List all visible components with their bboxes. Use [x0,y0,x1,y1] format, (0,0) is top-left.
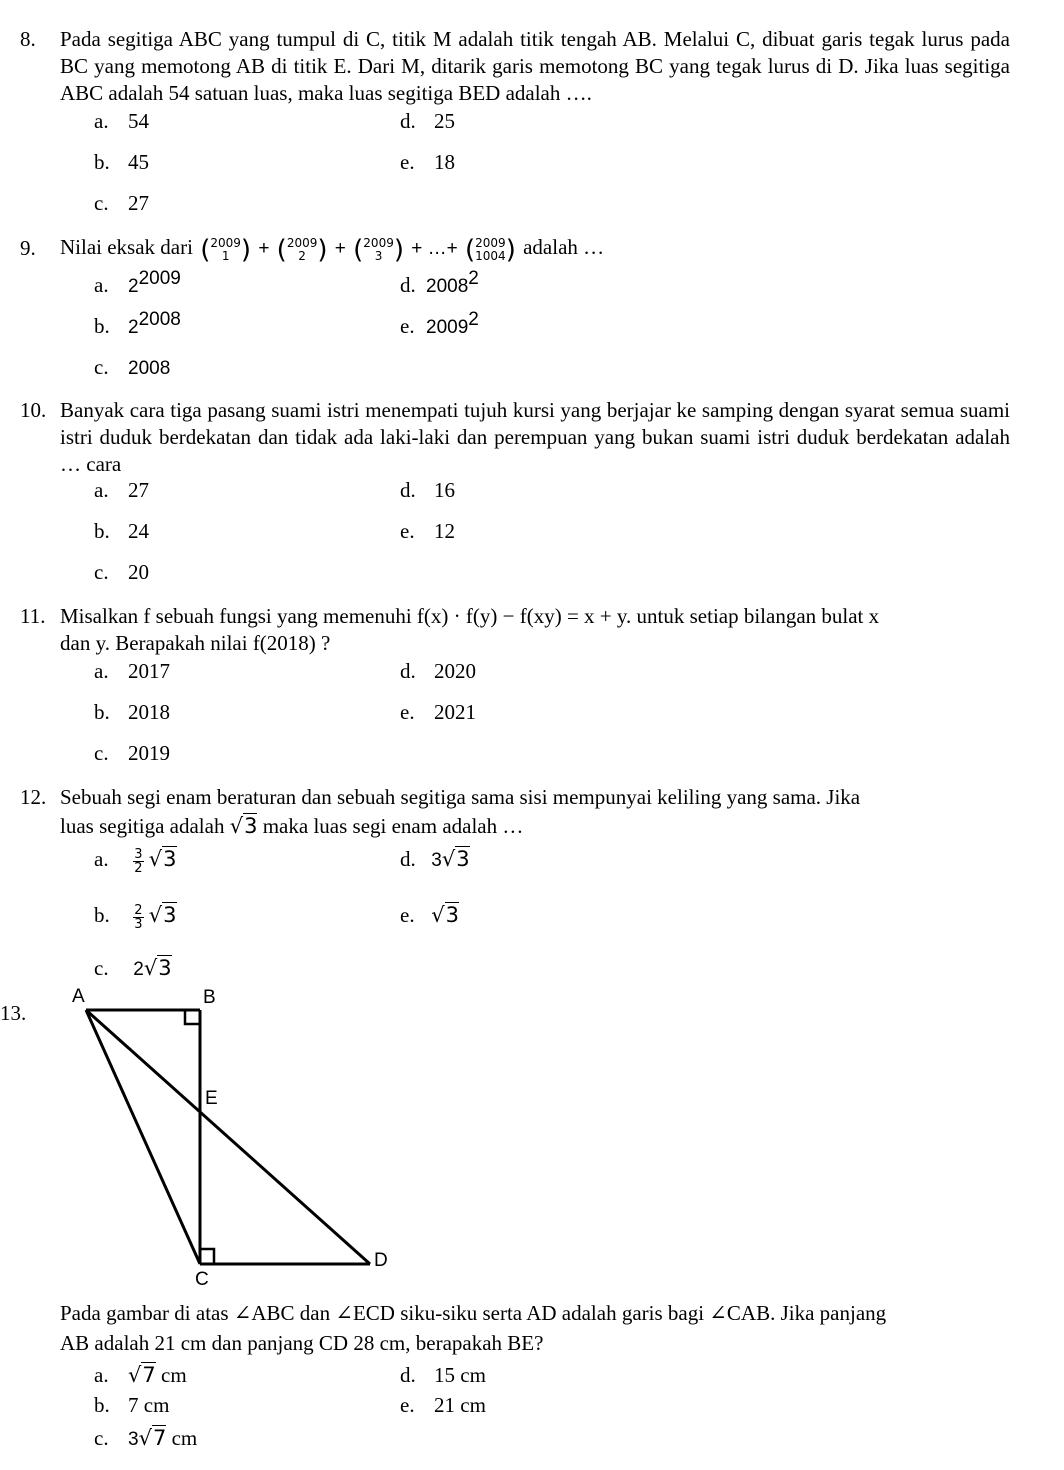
option-label: b. [94,314,110,338]
binomial-3: (2009 3 ) [353,235,404,266]
plus-sign: + [334,238,346,259]
option-label: c. [94,1426,109,1450]
unit: cm [143,1393,170,1417]
radicand: 7 [152,1426,167,1450]
option-label: c. [94,956,109,980]
option-label: c. [94,741,109,765]
option-label: a. [94,847,109,871]
coefficient: 2 [133,959,144,980]
right-angle-mark-c [200,1249,214,1264]
question-10-stem: Banyak cara tiga pasang suami istri menempati tujuh kursi yang berjajar ke samping dengan syarat semua suami istri duduk berdekatan dan tidak ada laki-laki dan perempuan yang bukan suami istri duduk berdekatan adalah … cara [60,398,1010,476]
radicand: 3 [445,903,460,927]
question-11-stem-line-2: dan y. Berapakah nilai f(2018) ? [60,631,331,655]
radicand: 3 [158,956,172,980]
option-label: a. [94,659,109,683]
option-label: e. [400,150,415,174]
option-label: e. [400,1393,415,1417]
option-label: d. [400,478,416,502]
option-exponent: 2009 [138,268,181,289]
option-text: 24 [128,519,149,543]
radicand: 3 [456,847,470,871]
option-text: 2018 [128,700,170,724]
sqrt-expression [128,1362,156,1387]
numerator: 2 [134,902,143,918]
option-text: 16 [434,478,455,502]
option-text: 2020 [434,659,476,683]
option-base: 2 [128,276,139,297]
option-text: 18 [434,150,455,174]
question-8-stem: Pada segitiga ABC yang tumpul di C, titik M adalah titik tengah AB. Melalui C, dibuat garis tegak lurus pada BC yang memotong AB di titik E. Dari M, ditarik garis memotong BC yang tegak lurus di D. Jika luas segitiga ABC adalah 54 satuan luas, maka luas segitiga BED adalah …. [60,27,1010,105]
question-12-number: 12. [20,785,47,809]
option-label: b. [94,1393,110,1417]
binom-top: 2009 [475,236,506,251]
option-label: e. [400,519,415,543]
label-c: C [195,1269,209,1290]
option-text: 27 [128,191,149,215]
question-13-stem-line-2: AB adalah 21 cm dan panjang CD 28 cm, berapakah BE? [60,1331,544,1355]
option-label: d. [400,847,416,871]
q13-option-c [94,1425,197,1453]
binom-top: 2009 [363,236,394,251]
binom-bottom: 1004 [475,249,506,264]
q13-option-a [94,1362,187,1388]
option-text: 20 [128,560,149,584]
option-text: 25 [434,109,455,133]
binomial-2: (2009 2 ) [276,235,328,266]
option-label: a. [94,273,109,297]
coefficient: 7 [128,1393,139,1417]
option-text: 12 [434,519,455,543]
stem-end: maka luas segi enam adalah … [262,814,524,838]
option-label: e. [400,314,415,338]
stem-start: Nilai eksak dari [60,235,193,259]
option-exponent: 2008 [138,309,181,330]
option-label: a. [94,1363,109,1387]
right-angle-mark-b [185,1010,200,1024]
option-label: c. [94,355,109,379]
q13-option-e [400,1392,486,1418]
binom-bottom: 1 [221,249,230,264]
option-base: 2009 [426,317,469,338]
sqrt-icon: √ [138,1426,152,1450]
option-text: 2019 [128,741,170,765]
option-label: b. [94,700,110,724]
sqrt-icon: √ [441,847,456,871]
option-label: d. [400,659,416,683]
option-text: 54 [128,109,149,133]
binom-bottom: 3 [374,249,383,264]
question-12-stem-line-1: Sebuah segi enam beraturan dan sebuah segitiga sama sisi mempunyai keliling yang sama. Jika [60,785,861,809]
option-exponent: 2 [468,268,479,289]
coefficient: 15 [434,1363,455,1387]
option-text: 45 [128,150,149,174]
option-label: d. [400,273,416,297]
option-label: b. [94,519,110,543]
option-label: a. [94,478,109,502]
option-label: c. [94,560,109,584]
option-base: 2008 [128,358,171,379]
segment-ac [86,1010,200,1264]
option-text: 2017 [128,659,170,683]
question-8-number: 8. [20,27,36,51]
question-11-stem-line-1: Misalkan f sebuah fungsi yang memenuhi f(x) · f(y) − f(xy) = x + y. untuk setiap bilangan bulat x [60,604,880,628]
label-e: E [205,1088,218,1109]
sqrt-expression [139,1425,167,1450]
option-label: c. [94,191,109,215]
sqrt-icon: √ [148,903,163,927]
question-13-number: 13. [0,1001,27,1025]
plus-sign: + [258,238,270,259]
unit: cm [171,1426,198,1450]
binomial-4: (2009 1004) [464,235,516,266]
option-label: d. [400,1363,416,1387]
binom-top: 2009 [286,236,318,251]
sqrt-icon: √ [148,847,163,871]
label-b: B [203,987,216,1008]
sqrt-icon: √ [143,956,158,980]
q13-option-d [400,1362,486,1388]
option-label: b. [94,903,110,927]
label-d: D [374,1250,388,1271]
option-label: b. [94,150,110,174]
option-exponent: 2 [468,309,479,330]
q13-option-b [94,1392,169,1418]
option-text: 2021 [434,700,476,724]
coefficient: 3 [128,1429,139,1450]
option-base: 2 [128,317,139,338]
denominator: 2 [134,860,143,876]
numerator: 3 [134,846,143,862]
unit: cm [460,1363,486,1387]
coefficient: 3 [431,850,442,871]
stem-end: adalah … [523,235,605,259]
option-text: 27 [128,478,149,502]
coefficient: 21 [434,1393,455,1417]
label-a: A [72,986,85,1007]
sqrt-icon: √ [229,814,244,838]
binom-bottom: 2 [298,249,306,264]
sqrt-icon: √ [128,1363,142,1387]
segment-ad [86,1010,370,1264]
sqrt-icon: √ [431,903,445,927]
ellipsis-plus: + …+ [411,238,458,259]
denominator: 3 [134,916,143,932]
radicand: 7 [142,1363,156,1387]
unit: cm [460,1393,486,1417]
question-10-number: 10. [20,398,47,422]
radicand: 3 [163,847,177,871]
binom-top: 2009 [210,236,241,251]
option-label: a. [94,109,109,133]
option-label: e. [400,903,415,927]
question-9-number: 9. [20,236,36,260]
radicand: 3 [244,814,258,838]
option-label: e. [400,700,415,724]
option-label: d. [400,109,416,133]
unit: cm [161,1363,187,1387]
radicand: 3 [163,903,177,927]
binomial-1: (2009 1 ) [200,235,252,266]
option-base: 2008 [426,276,469,297]
stem-start: luas segitiga adalah [60,814,225,838]
question-11-number: 11. [20,604,46,628]
question-13-stem-line-1: Pada gambar di atas ∠ABC dan ∠ECD siku-siku serta AD adalah garis bagi ∠CAB. Jika panjang [60,1301,887,1325]
